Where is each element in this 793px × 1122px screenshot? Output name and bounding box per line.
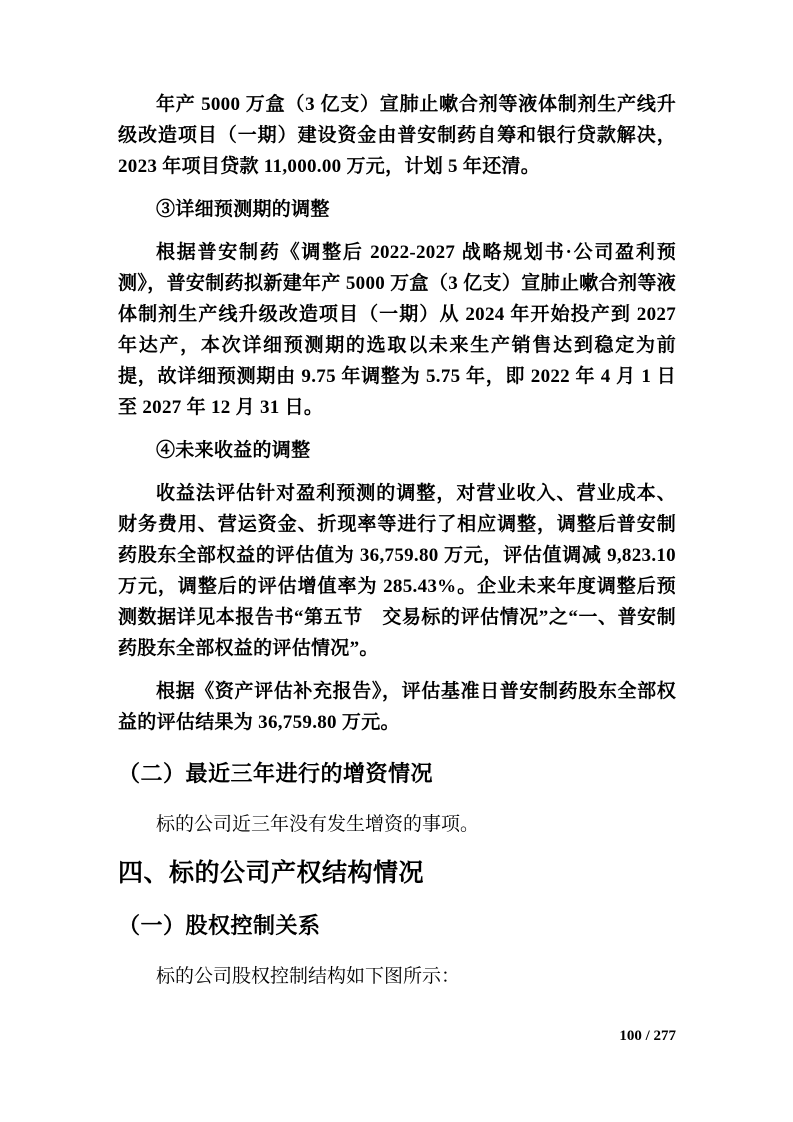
section-heading-equity-control: （一）股权控制关系 xyxy=(118,913,321,938)
paragraph-equity-structure-intro: 标的公司股权控制结构如下图所示： xyxy=(156,966,461,987)
section-heading-capital-increase: （二）最近三年进行的增资情况 xyxy=(118,761,434,786)
page-content xyxy=(118,89,676,1004)
chapter-heading-equity-structure: 四、标的公司产权结构情况 xyxy=(118,859,425,887)
page-number: 100 / 277 xyxy=(619,1028,676,1044)
paragraph-project-funding: 年产 5000 万盒（3 亿支）宣肺止嗽合剂等液体制剂生产线升级改造项目（一期）建设资金由普安制药自筹和银行贷款解决，2023 年项目贷款 11,000.00 万元，计划 5 年还清。 xyxy=(118,94,676,177)
paragraph-supplementary-valuation-report: 根据《资产评估补充报告》，评估基准日普安制药股东全部权益的评估结果为 36,759.80 万元。 xyxy=(118,681,676,733)
sub-item-3-forecast-period-adjustment: ③详细预测期的调整 xyxy=(156,199,330,220)
paragraph-forecast-period-detail: 根据普安制药《调整后 2022-2027 战略规划书·公司盈利预测》，普安制药拟新建年产 5000 万盒（3 亿支）宣肺止嗽合剂等液体制剂生产线升级改造项目（一期）从 2024 年开始投产到 2027 年达产，本次详细预测期的选取以未来生产销售达到稳定为前提，故详细预测期由 9.75 年调整为 5.75 年，即 2022 年 4 月 1 日至 2027 年 12 月 31 日。 xyxy=(118,242,676,418)
sub-item-4-future-income-adjustment: ④未来收益的调整 xyxy=(156,440,311,461)
paragraph-no-capital-increase: 标的公司近三年没有发生增资的事项。 xyxy=(156,814,480,835)
paragraph-income-approach-adjustment: 收益法评估针对盈利预测的调整，对营业收入、营业成本、财务费用、营运资金、折现率等进行了相应调整，调整后普安制药股东全部权益的评估值为 36,759.80 万元，评估值调减 9,823.10 万元，调整后的评估增值率为 285.43%。企业未来年度调整后预测数据详见本报告书“第五节 交易标的评估情况”之“一、普安制药股东全部权益的评估情况”。 xyxy=(118,483,676,659)
